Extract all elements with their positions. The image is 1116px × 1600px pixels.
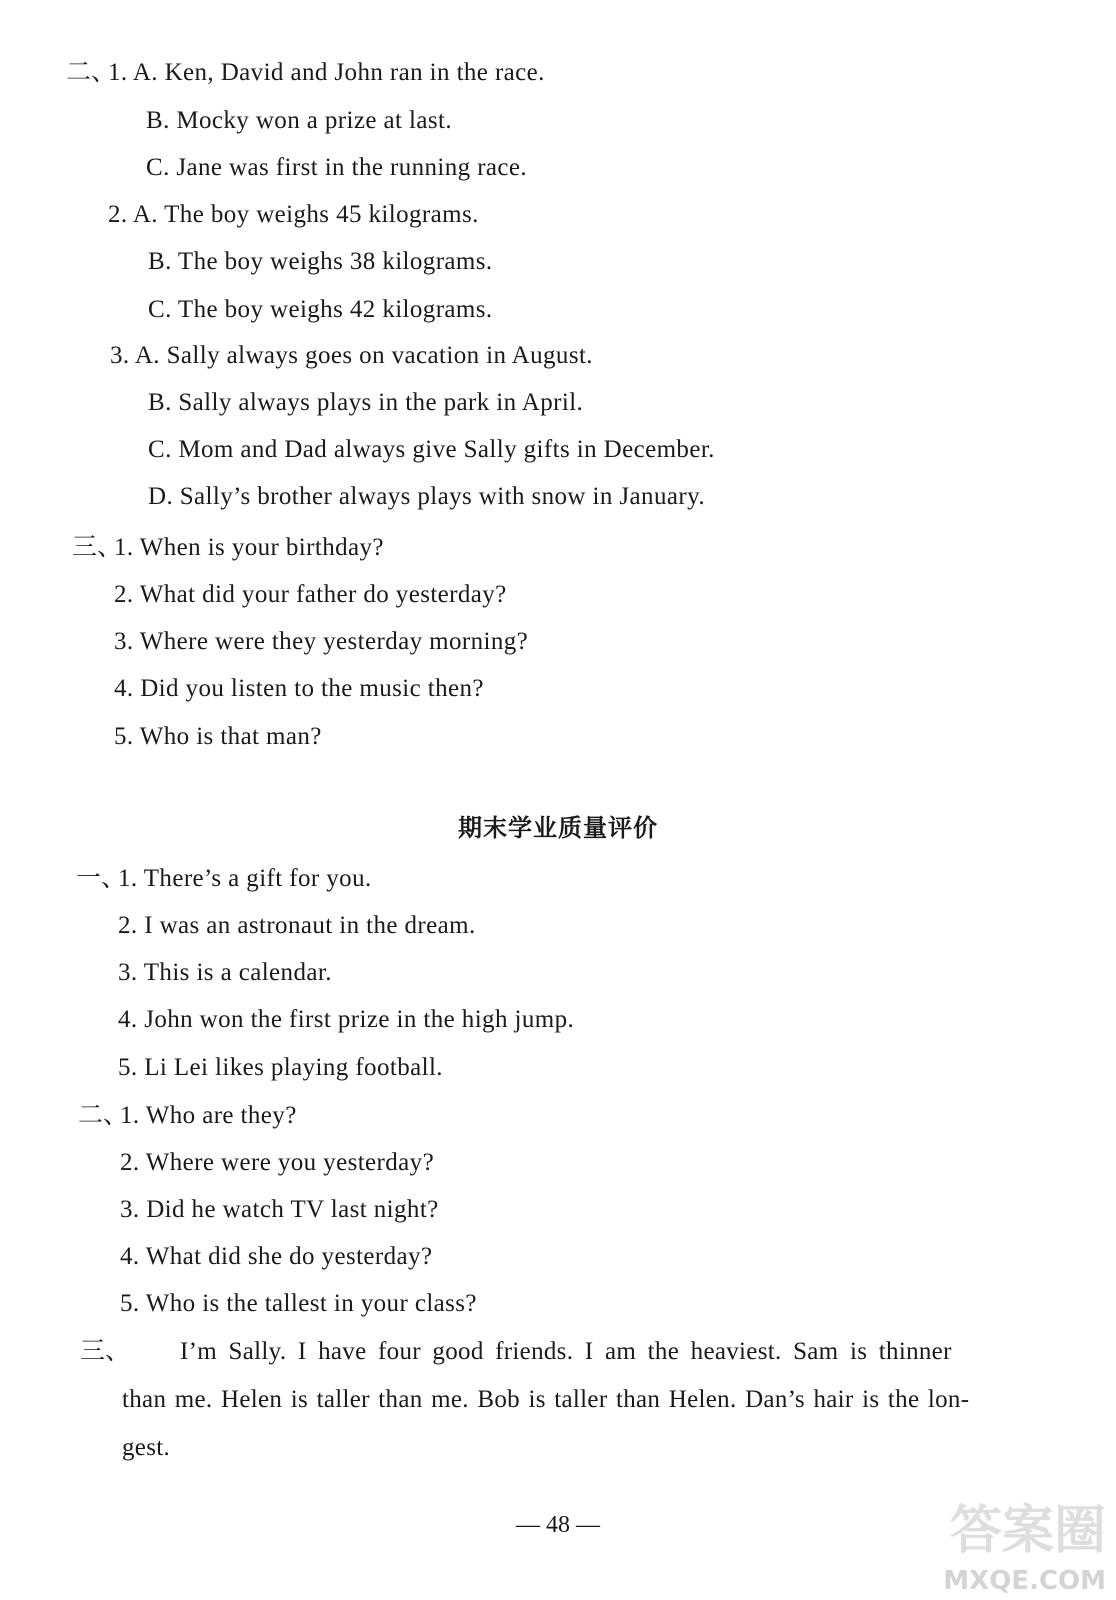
- section-label-3: 三、: [72, 534, 123, 561]
- answer-line: 2. I was an astronaut in the dream.: [118, 912, 476, 939]
- answer-line: 4. What did she do yesterday?: [120, 1243, 433, 1270]
- answer-line: 1. Who are they?: [120, 1102, 297, 1129]
- answer-line: B. The boy weighs 38 kilograms.: [148, 248, 493, 275]
- section-label-2: 二、: [66, 59, 117, 86]
- answer-line: 5. Who is the tallest in your class?: [120, 1290, 477, 1317]
- answer-line: 5. Who is that man?: [114, 723, 322, 750]
- answer-line: 3. A. Sally always goes on vacation in August.: [110, 342, 593, 369]
- answer-line: 1. There’s a gift for you.: [118, 865, 372, 892]
- page-number: — 48 —: [516, 1512, 600, 1538]
- answer-line: C. The boy weighs 42 kilograms.: [148, 296, 493, 323]
- answer-line: 4. Did you listen to the music then?: [114, 675, 484, 702]
- answer-line: 3. Did he watch TV last night?: [120, 1196, 439, 1223]
- section-label-1: 一、: [76, 865, 127, 892]
- answer-line: 2. Where were you yesterday?: [120, 1149, 435, 1176]
- section-label-3: 三、: [80, 1338, 131, 1365]
- answer-line: C. Jane was first in the running race.: [146, 154, 528, 181]
- answer-line: C. Mom and Dad always give Sally gifts in December.: [148, 436, 715, 463]
- section-heading: 期末学业质量评价: [458, 814, 658, 842]
- answer-line: D. Sally’s brother always plays with snow in January.: [148, 483, 706, 510]
- answer-line: 4. John won the first prize in the high jump.: [118, 1006, 575, 1033]
- watermark-url: MXQE.COM: [943, 1566, 1106, 1596]
- answer-line: 2. What did your father do yesterday?: [114, 581, 507, 608]
- answer-line: 2. A. The boy weighs 45 kilograms.: [108, 201, 479, 228]
- answer-line: B. Sally always plays in the park in April.: [148, 389, 584, 416]
- watermark: [916, 1500, 1106, 1596]
- answer-line: 5. Li Lei likes playing football.: [118, 1054, 443, 1081]
- paragraph-line: than me. Helen is taller than me. Bob is taller than Helen. Dan’s hair is the lon-: [122, 1386, 970, 1413]
- watermark-logo: 答案圈: [949, 1501, 1106, 1561]
- answer-line: 1. When is your birthday?: [114, 534, 384, 561]
- answer-line: 3. This is a calendar.: [118, 959, 332, 986]
- section-label-2: 二、: [78, 1102, 129, 1129]
- answer-line: B. Mocky won a prize at last.: [146, 107, 452, 134]
- answer-line: 1. A. Ken, David and John ran in the race.: [108, 59, 545, 86]
- paragraph-line: gest.: [122, 1434, 171, 1461]
- answer-line: 3. Where were they yesterday morning?: [114, 628, 529, 655]
- paragraph-line: I’m Sally. I have four good friends. I am the heaviest. Sam is thinner: [180, 1338, 952, 1365]
